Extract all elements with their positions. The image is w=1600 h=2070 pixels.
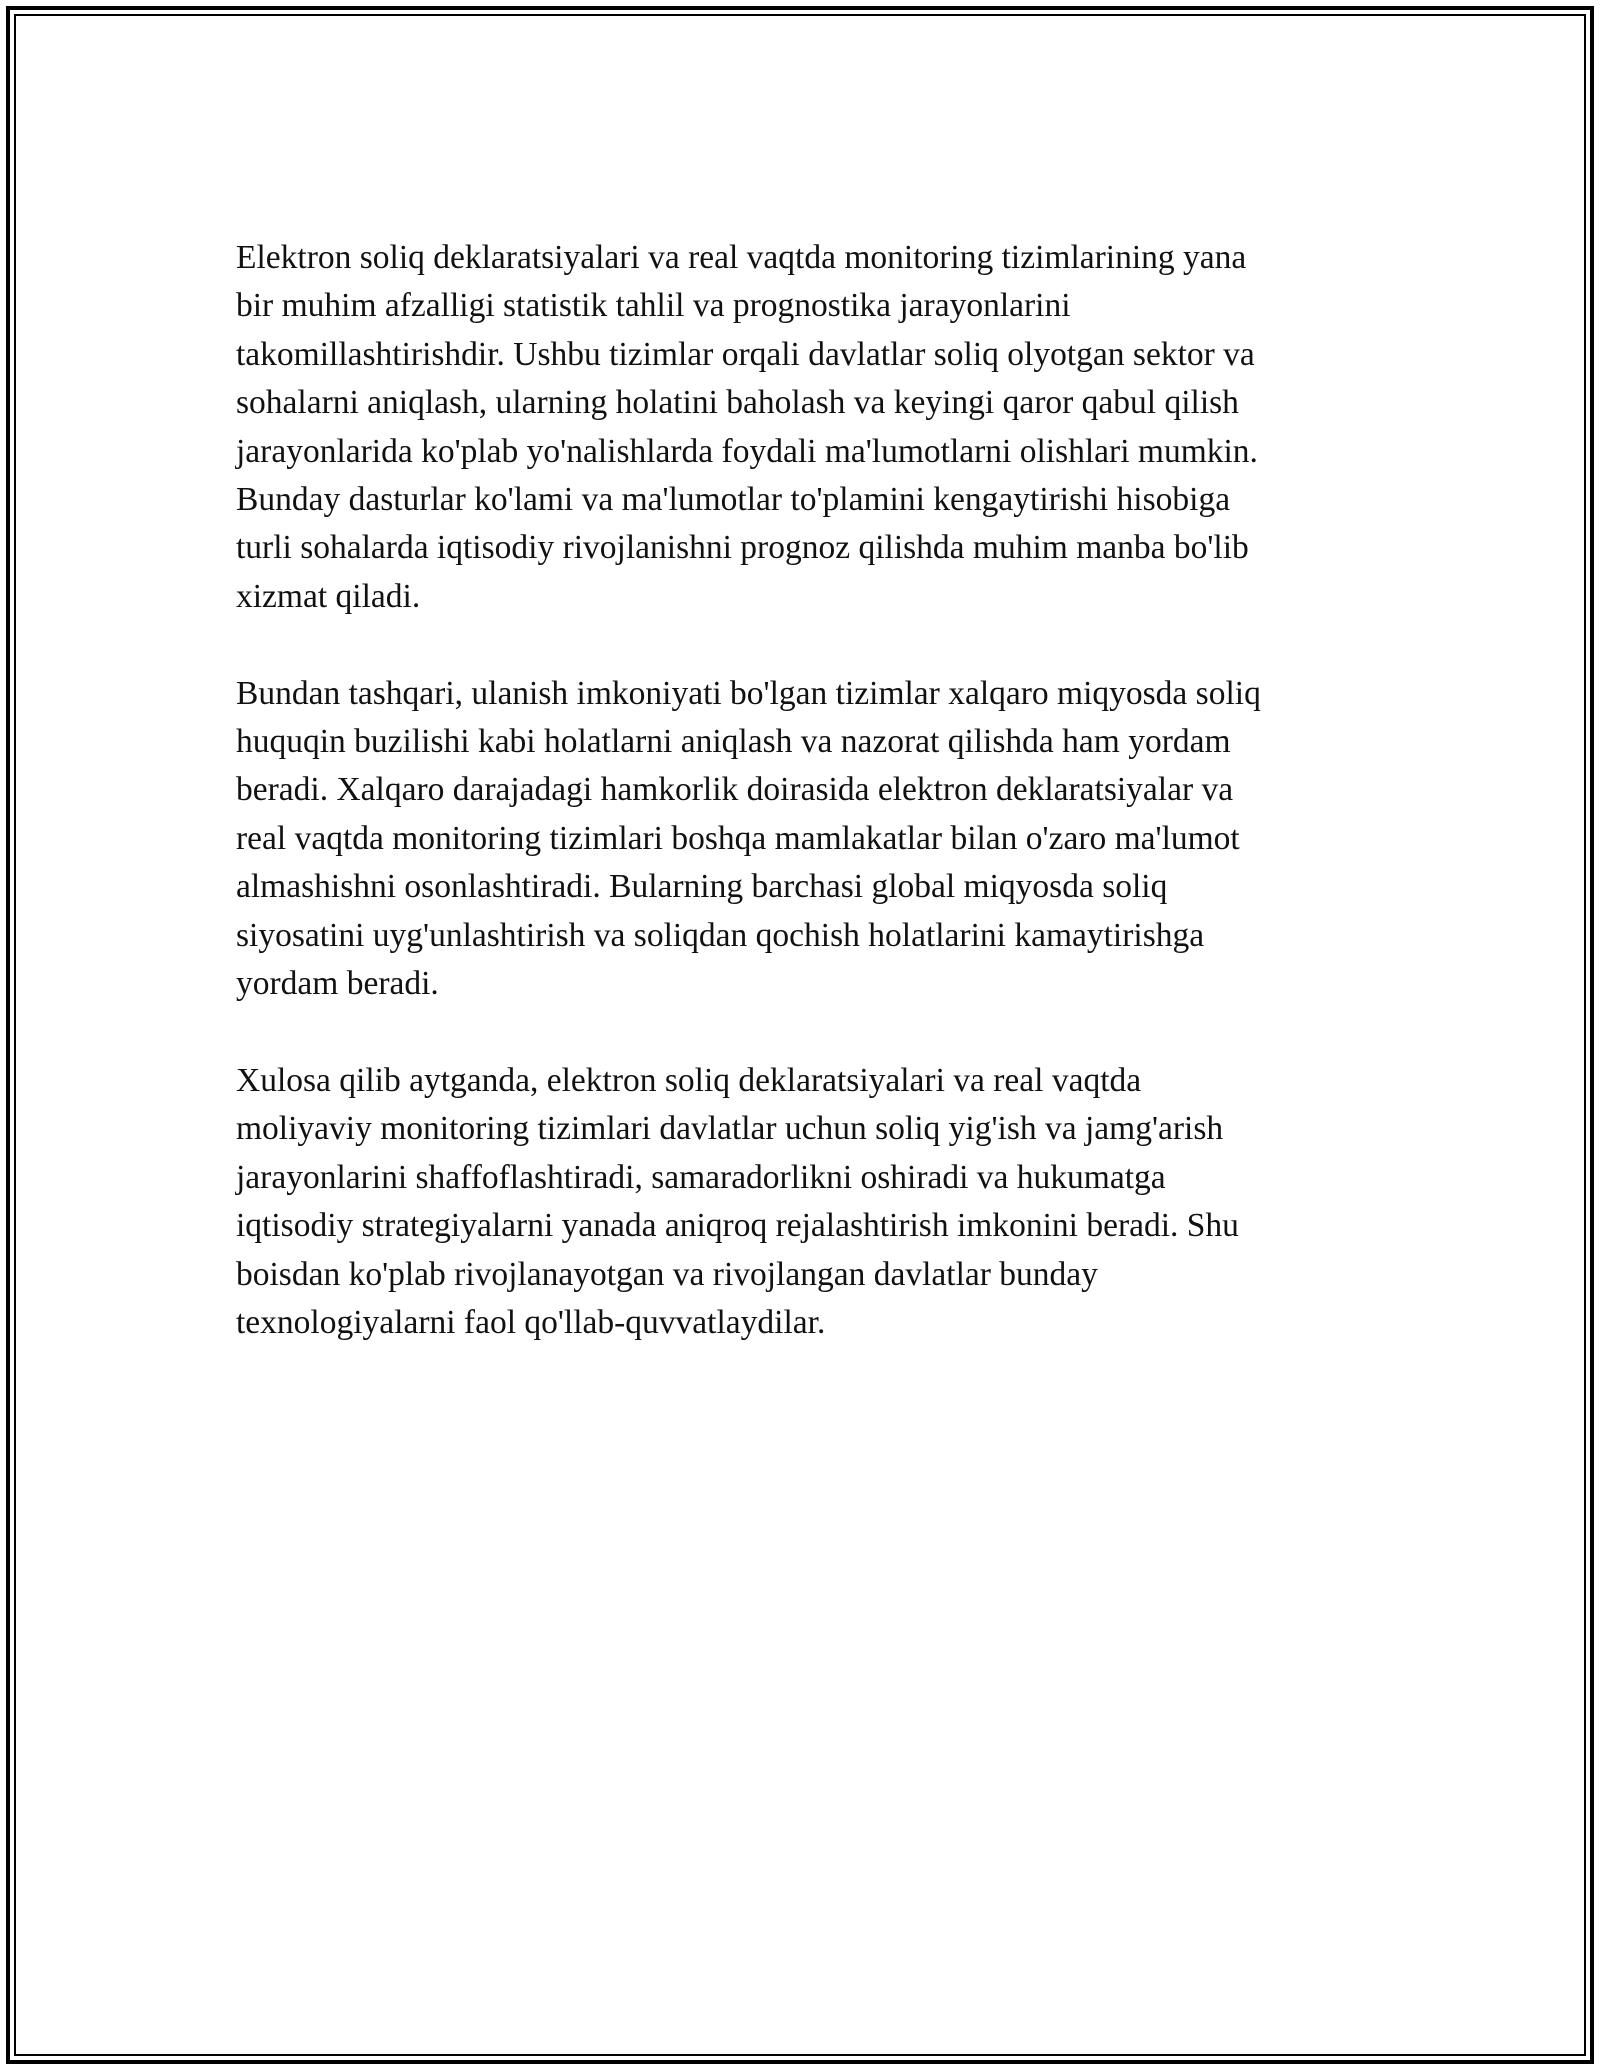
text-line: Xulosa qilib aytganda, elektron soliq deklaratsiyalari va real vaqtda (236, 1061, 1142, 1099)
text-line: beradi. Xalqaro darajadagi hamkorlik doirasida elektron deklaratsiyalar va (236, 771, 1234, 809)
text-line: jarayonlarini shaffoflashtiradi, samaradorlikni oshiradi va hukumatga (236, 1158, 1166, 1196)
text-line: almashishni osonlashtiradi. Bularning barchasi global miqyosda soliq (236, 868, 1168, 906)
text-line: texnologiyalarni faol qo'llab-quvvatlaydilar. (236, 1303, 826, 1341)
text-line: takomillashtirishdir. Ushbu tizimlar orqali davlatlar soliq olyotgan sektor va (236, 335, 1255, 373)
paragraph-3 (236, 1057, 1366, 1347)
text-line: moliyaviy monitoring tizimlari davlatlar uchun soliq yig'ish va jamg'arish (236, 1110, 1224, 1148)
document-body (236, 234, 1366, 1396)
text-line: jarayonlarida ko'plab yo'nalishlarda foydali ma'lumotlarni olishlari mumkin. (236, 432, 1258, 470)
text-line: boisdan ko'plab rivojlanayotgan va rivojlangan davlatlar bunday (236, 1255, 1098, 1293)
paragraph-2 (236, 670, 1366, 1009)
text-line: Bundan tashqari, ulanish imkoniyati bo'lgan tizimlar xalqaro miqyosda soliq (236, 674, 1261, 712)
text-line: Bunday dasturlar ko'lami va ma'lumotlar to'plamini kengaytirishi hisobiga (236, 481, 1231, 519)
text-line: yordam beradi. (236, 965, 439, 1003)
text-line: siyosatini uyg'unlashtirish va soliqdan qochish holatlarini kamaytirishga (236, 916, 1205, 954)
text-line: real vaqtda monitoring tizimlari boshqa mamlakatlar bilan o'zaro ma'lumot (236, 819, 1240, 857)
text-line: xizmat qiladi. (236, 577, 421, 615)
text-line: Elektron soliq deklaratsiyalari va real vaqtda monitoring tizimlarining yana (236, 239, 1247, 276)
text-line: bir muhim afzalligi statistik tahlil va prognostika jarayonlarini (236, 287, 1071, 325)
paragraph-1 (236, 234, 1366, 621)
text-line: turli sohalarda iqtisodiy rivojlanishni prognoz qilishda muhim manba bo'lib (236, 529, 1249, 567)
text-line: sohalarni aniqlash, ularning holatini baholash va keyingi qaror qabul qilish (236, 384, 1239, 422)
text-line: iqtisodiy strategiyalarni yanada aniqroq rejalashtirish imkonini beradi. Shu (236, 1207, 1239, 1245)
text-line: huquqin buzilishi kabi holatlarni aniqlash va nazorat qilishda ham yordam (236, 723, 1231, 761)
